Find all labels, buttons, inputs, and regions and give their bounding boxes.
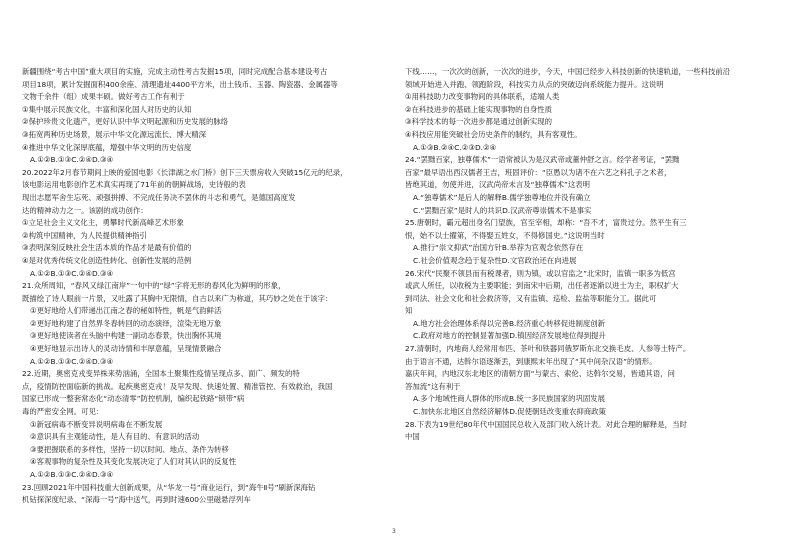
right-text-line: 下线……，一次次的创新，一次次的进步，今天，中国已经步入科技创新的快速轨道，一些科技前沿 <box>405 67 731 76</box>
left-text-line: ①新冠病毒不断变异说明病毒在不断发展 <box>30 419 163 429</box>
left-text-line: ④推进中华文化深厚底蕴，增强中华文明的历史信度 <box>22 142 192 152</box>
right-text-line: A.推行“崇文抑武”治国方针B.举荐为官观念依然存在 <box>413 243 584 253</box>
right-text-line: ③科学技术的每一次进步都是通过创新实现的 <box>405 117 553 127</box>
left-text-line: A.①②B.①③C.②④D.③④ <box>30 155 114 165</box>
left-text-line: 文物千余件（组）成果丰硕。做好考古工作有利于 <box>22 92 185 102</box>
left-text-line: 22.近期，奥密克戎变异株来势汹涌，全国本土聚集性疫情呈现点多、面广、频发的特 <box>22 369 300 379</box>
left-text-line: 既描绘了诗人眼前一片景，又吐露了其胸中无限情，自古以来广为称道，其巧妙之处在于该字： <box>22 293 333 303</box>
left-text-line: ①集中展示民族文化，丰富和深化国人对历史的认知 <box>22 104 192 114</box>
left-text-line: ③要把握联系的多样性，坚持一切以时间、地点、条件为转移 <box>30 444 229 454</box>
right-text-line: 皆绝其道，勿使并进，汉武尚帝未言及“独尊儒术”这表明 <box>405 180 591 190</box>
right-text-line: ①用科技助力改变事物间的具体联系，适端人类 <box>405 92 560 102</box>
left-text-line: ②构筑中国精神，为人民提供精神指引 <box>22 230 147 240</box>
right-text-line: 27.清朝时，内地商人经常用布匹、茶叶和铁器同俄罗斯东北交换毛皮、人参等土特产。 <box>405 344 691 354</box>
right-text-line: 中国 <box>405 432 420 442</box>
right-text-line: 嘉庆年间，内地汉东北地区的清朝方面“与蒙古、索伦、达斡尔交易，皆通其语，问 <box>405 369 675 379</box>
left-text-line: 21.众所周知，“春风又绿江南岸”一句中的“绿”字将无形的春风化为鲜明的形象， <box>22 281 286 291</box>
right-text-line: 24.“罢黜百家，独尊儒术”一语常被认为是汉武帝或董仲舒之言。经学者考证，“罢黜 <box>405 155 680 165</box>
right-text-line: A.“独尊儒术”是后人的解释B.儒学独尊地位并没有确立 <box>413 192 591 202</box>
left-column <box>22 66 382 507</box>
left-text-line: ②更好地构建了自然界冬春转回的动态演绎，渲染无地万象 <box>30 318 222 328</box>
left-text-line: 项目18项，累计发掘面积400余座、清理遗址4400平方米，出土钱币、玉器、陶瓷器、金属器等 <box>22 79 338 89</box>
right-text-line: ④科技应用能突破社会历史条件的制约，具有客观性。 <box>405 129 582 139</box>
left-text-line: ②意识具有主观能动性，是人有目的、有意识的活动 <box>30 432 200 442</box>
left-text-line: 国家已形成一整套常态化“动态清零”防控机制，编织起铁路“锁带”病 <box>22 394 245 404</box>
right-text-line: C.社会价值观念趋于复杂性D.文官政治还在向进展 <box>413 255 577 265</box>
right-text-line: C.“罢黜百家”是时人的共识D.汉武帝尊崇儒术不是事实 <box>413 205 592 215</box>
right-text-line: 26.宋代“民聚不领县而有税课者，则为镇，或以官监之”北宋时，监镇一职多为低宫 <box>405 268 676 278</box>
right-text-line: 到司法、社会文化和社会救济等，又有监镇、巡检、监盐等职能分工。据此可 <box>405 293 657 303</box>
left-text-line: ②保护珍贵文化遗产，更好认识中华文明起源和历史发展的脉络 <box>22 117 229 127</box>
right-text-line: 恨，始不以士擢第，不得娶五姓女，不得修国史。”这说明当时 <box>405 230 605 240</box>
left-text-line: A.①②B.①③C.②④D.③④ <box>30 268 114 278</box>
left-text-line: ④客观事物的复杂性及其变化发展决定了人们对其认识的反复性 <box>30 457 237 467</box>
right-text-line: A.地方社会治理体系得以完善B.经济重心转移促进制度创新 <box>413 318 606 328</box>
left-text-line: 达的精神动力之一。该剧的成功创作： <box>22 205 148 215</box>
right-text-line: 或武人所任，以收税为主要职能；到南宋中后期，出任者逐渐以进士为主，职权扩大 <box>405 281 679 291</box>
right-text-line: A.多个地域性商人群体的形成B.统一多民族国家的巩固发展 <box>413 394 606 404</box>
left-text-line: ①更好地给人们带递出江南之春的秘如特性，帆是气韵鲜活 <box>30 306 222 316</box>
right-text-line: C.政府对地方的控制显著加强D.镇因经济发展地位得到提升 <box>413 331 606 341</box>
right-text-line: 百家”最早语出西汉儒者王吉，班固评价：“臣愚以为诸不在六艺之科孔子之术者， <box>405 167 672 177</box>
right-text-line: A.①③B.②④C.②③D.②④ <box>413 142 497 152</box>
right-text-line: 28.下表为19世纪80年代中国国民总收入及部门收入统计表。对此合理的解释是，当时 <box>405 419 687 429</box>
left-text-line: 现出志愿军舍生忘死、顽强拼搏、不完成任务决不罢休的斗志和勇气，是德国高度发 <box>22 192 296 202</box>
right-text-line: C.加快东北地区自然经济解体D.促使朝廷改变重农抑商政策 <box>413 407 606 417</box>
right-column <box>405 66 765 444</box>
left-text-line: 20.2022年2月春节期间上映的爱国电影《长津湖之水门桥》创下三天票房收入突破15亿元的纪录， <box>22 167 348 177</box>
left-text-line: ③更好地使读者在头脑中构建一副动态春景，快出胸怀其境 <box>30 331 222 341</box>
right-text-line: 领域开始进入并跑、领跑阶段，科技实力从点的突破迈向系统能力提升。这说明 <box>405 79 664 89</box>
left-text-line: ④是对优秀传统文化创造性转化、创新性发展的范例 <box>22 255 192 265</box>
left-text-line: 机钻探深度纪录、“深海一号”海中送气，再到时速600公里磁悬浮列车 <box>22 495 251 505</box>
left-text-line: A.①②B.①③C.②④D.③④ <box>30 470 114 479</box>
left-text-line: ③拓宽两种历史场景，展示中华文化源远流长、博大精深 <box>22 129 207 139</box>
left-text-line: 23.回顾2021年中国科技重大创新成果，从“华龙一号”商业运行，到“海牛Ⅱ号”刷新深海钻 <box>22 482 316 492</box>
left-text-line: ④更好地显示出诗人的灵动诗情和丰厚意蕴，呈现情景融合 <box>30 344 222 354</box>
right-text-line: ②在科技进步的基础上能实现事物的自身性质 <box>405 104 553 114</box>
left-text-line: ③表明深刻反映社会生活本质的作品才是最有价值的 <box>22 243 192 253</box>
left-text-line: 该电影运用电影创作艺术真实再现了71年前的朝鲜战场，史诗般的表 <box>22 180 246 190</box>
left-text-line: ①立足社会主义文化主，勇攀时代新高峰艺术形象 <box>22 218 184 228</box>
left-text-line: A.①②B.①③C.②④D.③④ <box>30 356 114 366</box>
page-number: 3 <box>392 528 396 535</box>
right-text-line: 25.唐朝时，霸元超出身名门望族，官至宰相，却称：“吾不才，富贵过分。然平生有三 <box>405 218 687 228</box>
left-text-line: 毒的严密安全网。可见： <box>22 407 104 417</box>
right-text-line: 由于语言不通，达斡尔语逐渐丢，到康熙末年出现了“其中间杂汉语”的情形。 <box>405 356 657 366</box>
left-text-line: 新疆围绕“考古中国”重大项目的实施，完成主动性考古发掘15项，同时完成配合基本建设考古 <box>22 67 328 76</box>
right-text-line: 答加流”这有利于 <box>405 381 461 391</box>
left-text-line: 点，疫情防控面临新的挑战。起疾奥密克戎！及早发现、快速处置、精准管控、有效救治，我国 <box>22 381 333 391</box>
right-text-line: 知 <box>405 306 413 316</box>
